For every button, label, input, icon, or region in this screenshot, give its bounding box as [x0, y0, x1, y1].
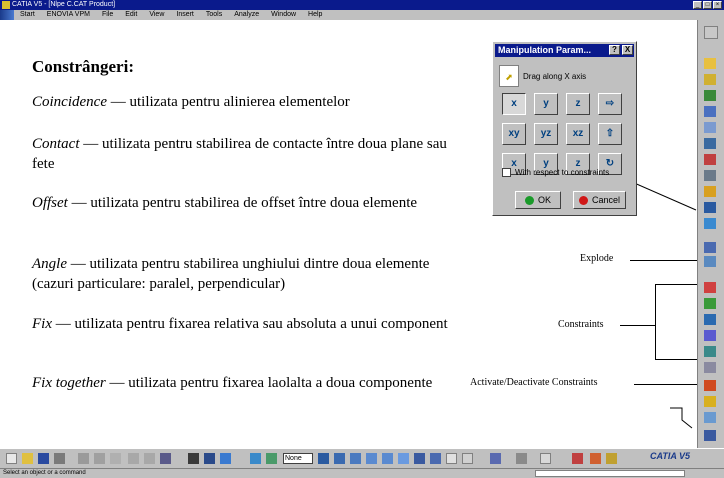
rotate-around-x-button[interactable]: x: [502, 153, 526, 175]
close-window-button[interactable]: ×: [713, 1, 722, 9]
dialog-title: Manipulation Param...: [495, 44, 634, 57]
sectioning-icon[interactable]: [704, 430, 716, 441]
menu-edit[interactable]: Edit: [125, 11, 138, 18]
grid-icon[interactable]: [204, 453, 215, 464]
replace-component-icon[interactable]: [704, 122, 716, 133]
term-coincidence: Coincidence: [32, 94, 107, 110]
constraint-coincidence: [32, 92, 452, 112]
drag-along-any-axis-button[interactable]: ⇨: [598, 93, 622, 115]
dialog-help-button[interactable]: ?: [609, 45, 620, 55]
title-bar: [0, 0, 724, 10]
constraints-bracket-bottom: [655, 359, 697, 360]
new-document-icon[interactable]: [6, 453, 17, 464]
drag-along-x-button[interactable]: x: [502, 93, 526, 115]
ok-icon: [525, 196, 534, 205]
desc-contact: — utilizata pentru stabilirea de contacte între doua plane sau fete: [32, 136, 447, 172]
term-fix-together: Fix together: [32, 375, 106, 391]
angle-constraint-icon[interactable]: [704, 330, 716, 341]
quick-view-icon[interactable]: [414, 453, 425, 464]
term-fix: Fix: [32, 316, 52, 332]
apply-material-icon[interactable]: [572, 453, 583, 464]
constraints-label: Constraints: [558, 319, 604, 330]
menu-window[interactable]: Window: [271, 11, 297, 18]
drag-along-xy-plane-button[interactable]: xy: [502, 123, 526, 145]
copy-icon[interactable]: [94, 453, 105, 464]
manipulation-parameters-dialog: [492, 41, 637, 216]
fit-all-icon[interactable]: [318, 453, 329, 464]
view-mode-icon[interactable]: [250, 453, 261, 464]
manage-representations-icon[interactable]: [704, 186, 716, 197]
term-offset: Offset: [32, 195, 68, 211]
cancel-label: Cancel: [591, 195, 620, 205]
open-icon[interactable]: [22, 453, 33, 464]
constraints-bracket-top: [655, 284, 697, 285]
offset-constraint-icon[interactable]: [704, 314, 716, 325]
view-select[interactable]: None: [283, 453, 313, 464]
activate-constraints-label: Activate/Deactivate Constraints: [470, 377, 598, 388]
selective-load-icon[interactable]: [704, 170, 716, 181]
constraint-contact: [32, 134, 452, 174]
save-icon[interactable]: [38, 453, 49, 464]
section-icon[interactable]: [540, 453, 551, 464]
new-component-icon[interactable]: [704, 58, 716, 69]
shading-icon[interactable]: [430, 453, 441, 464]
constraints-bracket: [655, 284, 656, 360]
menu-enovia[interactable]: ENOVIA VPM: [46, 11, 90, 18]
multi-instantiation-icon[interactable]: [704, 202, 716, 213]
zoom-in-icon[interactable]: [366, 453, 377, 464]
menu-help[interactable]: Help: [308, 11, 323, 18]
fly-mode-icon[interactable]: [188, 453, 199, 464]
fix-component-icon[interactable]: [704, 346, 716, 357]
rotate-icon[interactable]: [350, 453, 361, 464]
drag-along-z-button[interactable]: z: [566, 93, 590, 115]
command-input[interactable]: [535, 470, 685, 477]
catia-logo-icon: [0, 10, 14, 20]
respect-constraints-checkbox[interactable]: [502, 168, 511, 177]
desc-offset: — utilizata pentru stabilirea de offset între doua elemente: [67, 195, 418, 211]
explode-label: Explode: [580, 253, 614, 264]
rotate-around-any-axis-button[interactable]: ↻: [598, 153, 622, 175]
term-angle: Angle: [32, 256, 67, 272]
menu-tools[interactable]: Tools: [205, 11, 223, 18]
hide-show-icon[interactable]: [446, 453, 457, 464]
constraints-checkbox-row: [502, 168, 609, 177]
cancel-icon: [579, 196, 588, 205]
rotate-around-z-button[interactable]: z: [566, 153, 590, 175]
status-bar: [0, 468, 724, 478]
activate-leader-line: [634, 384, 697, 385]
zoom-out-icon[interactable]: [382, 453, 393, 464]
explode-leader-line: [630, 260, 697, 261]
menu-analyze[interactable]: Analyze: [234, 11, 260, 18]
rotate-around-y-button[interactable]: y: [534, 153, 558, 175]
normal-view-plane-icon[interactable]: [398, 453, 409, 464]
drag-along-any-plane-button[interactable]: ⇧: [598, 123, 622, 145]
catalog-browser-icon[interactable]: [490, 453, 501, 464]
swap-visible-space-icon[interactable]: [462, 453, 473, 464]
status-text: Select an object or a command: [3, 470, 86, 476]
constraints-leader-line: [620, 325, 655, 326]
drag-mode-label: Drag along X axis: [523, 71, 587, 81]
desc-angle: — utilizata pentru stabilirea unghiului dintre doua elemente (cazuri particulare: paralel, perpendicular): [32, 256, 430, 292]
ok-label: OK: [537, 195, 551, 205]
page-title: Constrângeri:: [32, 57, 134, 76]
undo-icon[interactable]: [128, 453, 139, 464]
menu-insert[interactable]: Insert: [176, 11, 194, 18]
drag-along-xz-plane-button[interactable]: xz: [566, 123, 590, 145]
drag-along-yz-plane-button[interactable]: yz: [534, 123, 558, 145]
constraint-angle: [32, 254, 452, 294]
normal-view-icon[interactable]: [266, 453, 277, 464]
bottom-toolbar: [0, 448, 724, 468]
axis-compass-icon: [668, 406, 694, 446]
term-contact: Contact: [32, 136, 80, 152]
cancel-button[interactable]: [573, 191, 626, 209]
space-analysis-icon[interactable]: [606, 453, 617, 464]
catia-app-icon[interactable]: [2, 1, 10, 9]
drag-mode-row: [499, 61, 586, 91]
measure-icon[interactable]: [516, 453, 527, 464]
menu-view[interactable]: View: [149, 11, 165, 18]
activate-deactivate-constraints-icon[interactable]: [704, 380, 716, 391]
menu-file[interactable]: File: [101, 11, 114, 18]
ruler-icon[interactable]: [220, 453, 231, 464]
window-title: CATIA V5 - [Nlpe C.CAT Product]: [12, 1, 116, 8]
bill-of-material-icon[interactable]: [590, 453, 601, 464]
explode-icon[interactable]: [704, 256, 716, 267]
manipulation-button-grid: [502, 93, 630, 175]
right-toolbar: [697, 20, 724, 448]
coincidence-constraint-icon[interactable]: [704, 282, 716, 293]
drag-along-y-button[interactable]: y: [534, 93, 558, 115]
cut-icon[interactable]: [78, 453, 89, 464]
desc-fix-together: — utilizata pentru fixarea laolalta a doua componente: [105, 375, 433, 391]
catia-brand-logo: CATIA V5: [650, 451, 691, 461]
print-icon[interactable]: [54, 453, 65, 464]
minimize-button[interactable]: _: [693, 1, 702, 9]
redo-icon[interactable]: [144, 453, 155, 464]
whats-this-icon[interactable]: [160, 453, 171, 464]
existing-component-icon[interactable]: [704, 106, 716, 117]
contact-constraint-icon[interactable]: [704, 298, 716, 309]
new-part-icon[interactable]: [704, 90, 716, 101]
new-product-icon[interactable]: [704, 74, 716, 85]
dialog-leader-line: [630, 180, 697, 212]
reuse-pattern-icon[interactable]: [704, 412, 716, 423]
manipulation-icon[interactable]: [704, 218, 716, 229]
fix-together-icon[interactable]: [704, 362, 716, 373]
constraint-fix: [32, 314, 452, 334]
constraint-fix-together: [32, 373, 452, 393]
paste-icon[interactable]: [110, 453, 121, 464]
respect-constraints-label: With respect to constraints: [515, 168, 610, 177]
desc-coincidence: — utilizata pentru alinierea elementelor: [106, 94, 350, 110]
ok-button[interactable]: [515, 191, 561, 209]
generate-numbering-icon[interactable]: [704, 154, 716, 165]
menu-start[interactable]: Start: [20, 11, 35, 18]
dialog-close-button[interactable]: X: [622, 45, 633, 55]
pan-icon[interactable]: [334, 453, 345, 464]
maximize-button[interactable]: □: [703, 1, 712, 9]
snap-icon[interactable]: [704, 242, 716, 253]
update-icon[interactable]: [704, 396, 716, 407]
current-drag-mode-icon: ⬈: [499, 65, 519, 87]
graph-tree-reordering-icon[interactable]: [704, 138, 716, 149]
constraint-offset: [32, 193, 452, 213]
menu-bar: [0, 10, 724, 20]
toolbar-handle-icon[interactable]: [704, 26, 718, 39]
desc-fix: — utilizata pentru fixarea relativa sau absoluta a unui component: [52, 316, 448, 332]
